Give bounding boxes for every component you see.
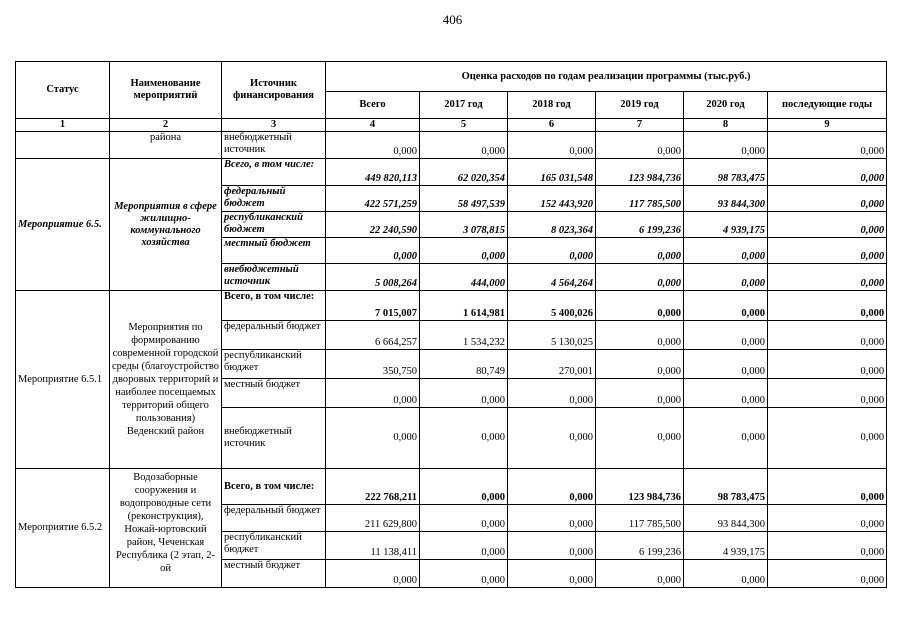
- source-cell: федеральный бюджет: [222, 321, 326, 350]
- name-cell: Водозаборные сооружения и водопроводные сети (реконструкция), Ножай-юртовский район, Чеченская Республика (2 этап, 2-ой: [110, 469, 222, 588]
- value-cell: 0,000: [420, 469, 508, 505]
- value-cell: 0,000: [684, 560, 768, 588]
- header-2017: 2017 год: [420, 92, 508, 119]
- value-cell: 1 614,981: [420, 291, 508, 321]
- value-cell: 0,000: [768, 159, 887, 186]
- value-cell: 98 783,475: [684, 159, 768, 186]
- value-cell: 123 984,736: [596, 159, 684, 186]
- value-cell: 6 199,236: [596, 212, 684, 238]
- status-cell: Мероприятие 6.5.1: [16, 291, 110, 469]
- value-cell: 0,000: [420, 408, 508, 469]
- header-2019: 2019 год: [596, 92, 684, 119]
- source-cell: Всего, в том числе:: [222, 291, 326, 321]
- column-number: 6: [508, 119, 596, 132]
- value-cell: 0,000: [326, 408, 420, 469]
- value-cell: 11 138,411: [326, 532, 420, 560]
- value-cell: 8 023,364: [508, 212, 596, 238]
- table-row: [16, 159, 887, 186]
- value-cell: 0,000: [420, 532, 508, 560]
- header-estimate: Оценка расходов по годам реализации программы (тыс.руб.): [326, 62, 887, 92]
- source-cell: Всего, в том числе:: [222, 159, 326, 186]
- value-cell: 0,000: [768, 132, 887, 159]
- header-later: последующие годы: [768, 92, 887, 119]
- value-cell: 0,000: [596, 560, 684, 588]
- value-cell: 444,000: [420, 264, 508, 291]
- column-number: 1: [16, 119, 110, 132]
- column-number: 5: [420, 119, 508, 132]
- value-cell: 117 785,500: [596, 505, 684, 532]
- value-cell: 449 820,113: [326, 159, 420, 186]
- column-number: 2: [110, 119, 222, 132]
- value-cell: 222 768,211: [326, 469, 420, 505]
- source-cell: республиканский бюджет: [222, 532, 326, 560]
- column-number: 7: [596, 119, 684, 132]
- source-cell: местный бюджет: [222, 238, 326, 264]
- value-cell: 0,000: [326, 560, 420, 588]
- table-row: [16, 132, 887, 159]
- value-cell: 0,000: [768, 212, 887, 238]
- page-number: 406: [442, 12, 463, 27]
- value-cell: 0,000: [768, 238, 887, 264]
- value-cell: 3 078,815: [420, 212, 508, 238]
- value-cell: 5 400,026: [508, 291, 596, 321]
- value-cell: 0,000: [684, 238, 768, 264]
- column-number: 4: [326, 119, 420, 132]
- value-cell: 165 031,548: [508, 159, 596, 186]
- value-cell: 0,000: [508, 379, 596, 408]
- value-cell: 0,000: [768, 560, 887, 588]
- header-total: Всего: [326, 92, 420, 119]
- column-number: 3: [222, 119, 326, 132]
- value-cell: 0,000: [420, 505, 508, 532]
- source-cell: федеральный бюджет: [222, 186, 326, 212]
- table-row: [16, 291, 887, 321]
- value-cell: 0,000: [420, 238, 508, 264]
- value-cell: 0,000: [768, 379, 887, 408]
- value-cell: 6 199,236: [596, 532, 684, 560]
- source-cell: федеральный бюджет: [222, 505, 326, 532]
- value-cell: 0,000: [508, 469, 596, 505]
- source-cell: местный бюджет: [222, 560, 326, 588]
- value-cell: 0,000: [508, 560, 596, 588]
- value-cell: 0,000: [508, 505, 596, 532]
- name-cell: Мероприятия по формированию современной городской среды (благоустройство дворовых территорий и наиболее посещаемых территорий общего пользования) Веденский район: [110, 291, 222, 469]
- value-cell: 0,000: [768, 186, 887, 212]
- name-cell: Мероприятия в сфере жилищно-коммунального хозяйства: [110, 159, 222, 291]
- value-cell: 62 020,354: [420, 159, 508, 186]
- value-cell: 123 984,736: [596, 469, 684, 505]
- value-cell: 0,000: [596, 408, 684, 469]
- value-cell: 0,000: [596, 132, 684, 159]
- value-cell: 0,000: [596, 350, 684, 379]
- value-cell: 270,001: [508, 350, 596, 379]
- header-source: Источник финансирования: [222, 62, 326, 119]
- value-cell: 0,000: [596, 264, 684, 291]
- source-cell: внебюджетный источник: [222, 132, 326, 159]
- budget-table: [15, 61, 887, 588]
- value-cell: 22 240,590: [326, 212, 420, 238]
- value-cell: 4 564,264: [508, 264, 596, 291]
- value-cell: 0,000: [684, 264, 768, 291]
- value-cell: 0,000: [768, 408, 887, 469]
- value-cell: 1 534,232: [420, 321, 508, 350]
- value-cell: 0,000: [596, 291, 684, 321]
- value-cell: 93 844,300: [684, 505, 768, 532]
- value-cell: 6 664,257: [326, 321, 420, 350]
- value-cell: 0,000: [684, 408, 768, 469]
- column-number: 9: [768, 119, 887, 132]
- source-cell: внебюджетный источник: [222, 264, 326, 291]
- value-cell: 98 783,475: [684, 469, 768, 505]
- value-cell: 0,000: [768, 469, 887, 505]
- value-cell: 422 571,259: [326, 186, 420, 212]
- value-cell: 7 015,007: [326, 291, 420, 321]
- value-cell: 0,000: [768, 291, 887, 321]
- value-cell: 0,000: [596, 238, 684, 264]
- value-cell: 0,000: [684, 132, 768, 159]
- value-cell: 0,000: [768, 264, 887, 291]
- value-cell: 0,000: [684, 350, 768, 379]
- value-cell: 4 939,175: [684, 212, 768, 238]
- value-cell: 0,000: [508, 238, 596, 264]
- table-row: [16, 469, 887, 505]
- value-cell: 0,000: [508, 532, 596, 560]
- value-cell: 0,000: [326, 379, 420, 408]
- value-cell: 0,000: [420, 379, 508, 408]
- value-cell: 0,000: [684, 379, 768, 408]
- source-cell: республиканский бюджет: [222, 350, 326, 379]
- value-cell: 152 443,920: [508, 186, 596, 212]
- value-cell: 0,000: [768, 350, 887, 379]
- header-2018: 2018 год: [508, 92, 596, 119]
- source-cell: внебюджетный источник: [222, 408, 326, 469]
- source-cell: республиканский бюджет: [222, 212, 326, 238]
- header-name: Наименование мероприятий: [110, 62, 222, 119]
- status-cell: Мероприятие 6.5.2: [16, 469, 110, 588]
- header-2020: 2020 год: [684, 92, 768, 119]
- value-cell: 0,000: [684, 321, 768, 350]
- value-cell: 0,000: [768, 532, 887, 560]
- value-cell: 0,000: [420, 132, 508, 159]
- name-cell: района: [110, 132, 222, 159]
- value-cell: 93 844,300: [684, 186, 768, 212]
- value-cell: 0,000: [508, 132, 596, 159]
- header-status: Статус: [16, 62, 110, 119]
- value-cell: 80,749: [420, 350, 508, 379]
- value-cell: 117 785,500: [596, 186, 684, 212]
- value-cell: 0,000: [326, 238, 420, 264]
- value-cell: 0,000: [684, 291, 768, 321]
- value-cell: 0,000: [768, 505, 887, 532]
- value-cell: 350,750: [326, 350, 420, 379]
- status-cell: Мероприятие 6.5.: [16, 159, 110, 291]
- value-cell: 4 939,175: [684, 532, 768, 560]
- source-cell: местный бюджет: [222, 379, 326, 408]
- value-cell: 0,000: [596, 321, 684, 350]
- value-cell: 0,000: [326, 132, 420, 159]
- value-cell: 0,000: [420, 560, 508, 588]
- column-numbers-row: [16, 119, 887, 132]
- value-cell: 5 130,025: [508, 321, 596, 350]
- value-cell: 0,000: [768, 321, 887, 350]
- value-cell: 0,000: [596, 379, 684, 408]
- value-cell: 0,000: [508, 408, 596, 469]
- value-cell: 5 008,264: [326, 264, 420, 291]
- value-cell: 211 629,800: [326, 505, 420, 532]
- value-cell: 58 497,539: [420, 186, 508, 212]
- column-number: 8: [684, 119, 768, 132]
- status-cell: [16, 132, 110, 159]
- source-cell: Всего, в том числе:: [222, 469, 326, 505]
